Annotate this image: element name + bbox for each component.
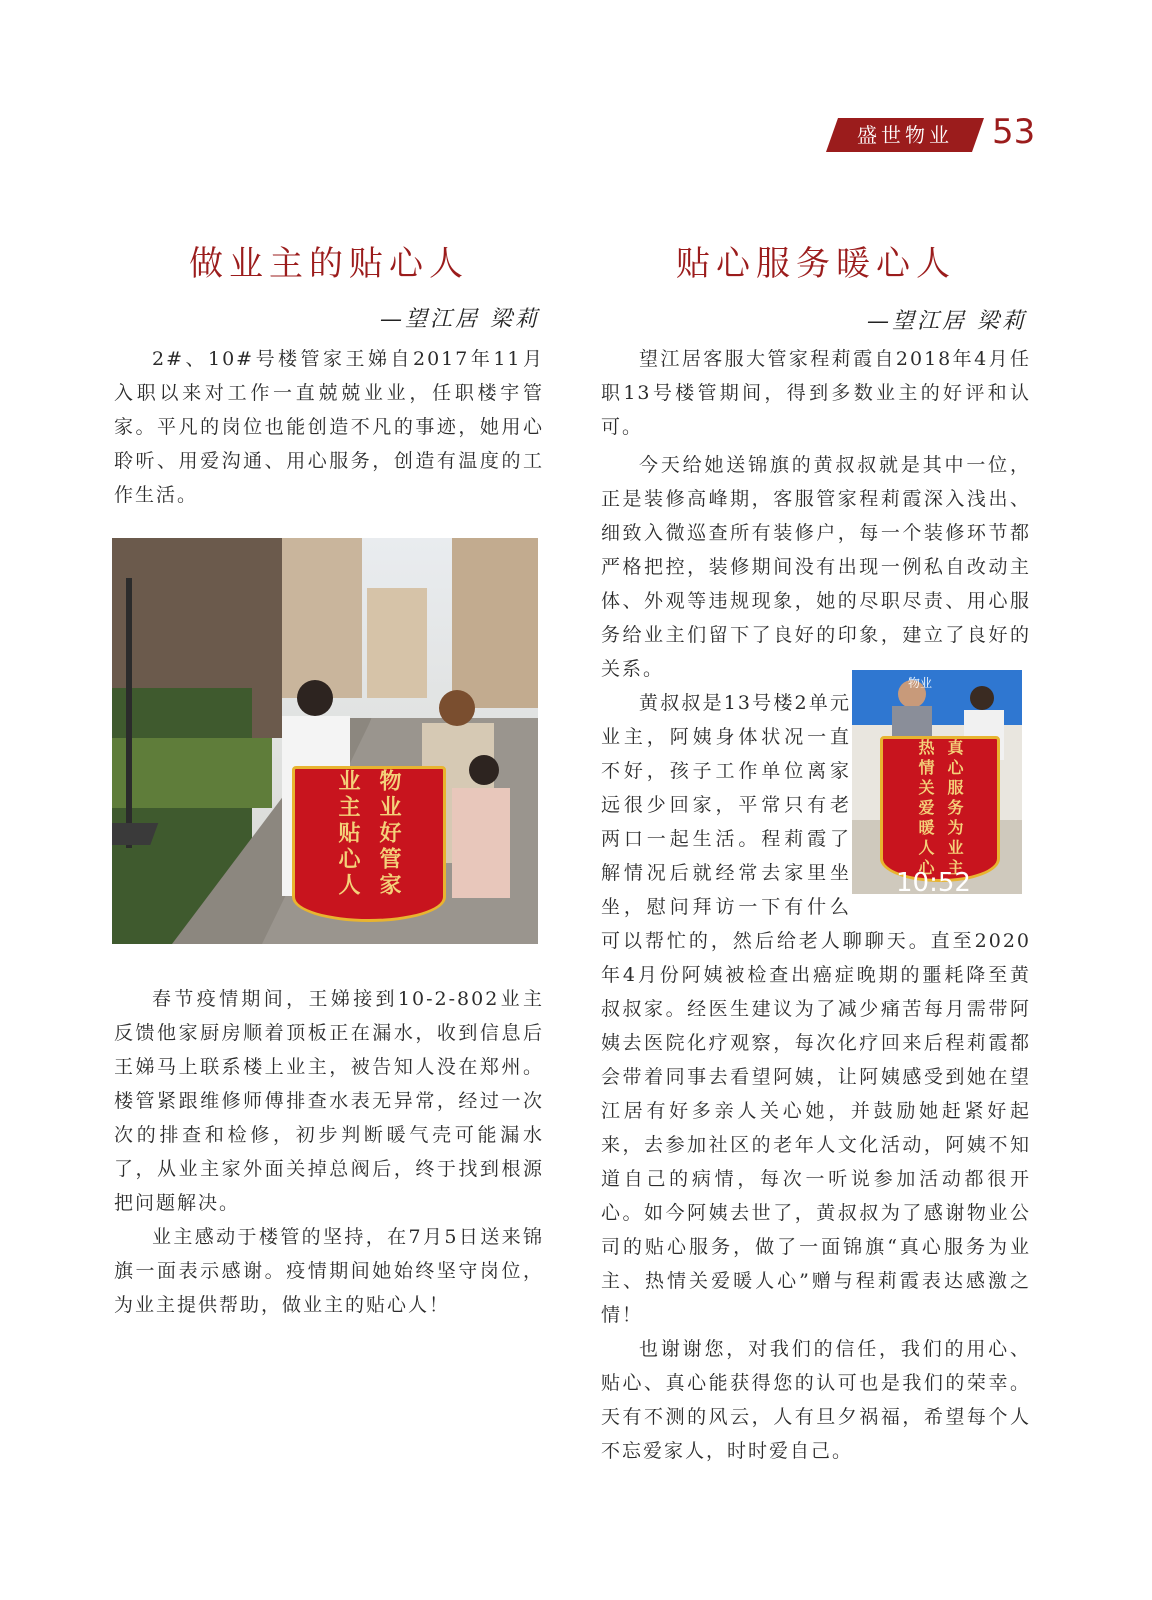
paragraph: 望江居客服大管家程莉霞自2018年4月任职13号楼管期间，得到多数业主的好评和认可。 bbox=[601, 348, 1031, 438]
paragraph: 今天给她送锦旗的黄叔叔就是其中一位，正是装修高峰期，客服管家程莉霞深入浅出、细致入微巡查所有装修户，每一个装修环节都严格把控，装修期间没有出现一例私自改动主体、外观等违规现象，她的尽职尽责、用心服务给业主们留下了良好的印象，建立了良好的关系。 bbox=[601, 454, 1031, 680]
photo-sign-text: 物业 bbox=[908, 676, 933, 690]
silk-banner bbox=[292, 766, 446, 922]
banner-text: 热情关爱暖人心 bbox=[916, 739, 935, 879]
banner-text: 物业好管家 bbox=[376, 769, 402, 899]
left-article-photo bbox=[112, 538, 538, 944]
paragraph: 2#、10#号楼管家王娣自2017年11月入职以来对工作一直兢兢业业，任职楼宇管家。平凡的岗位也能创造不凡的事迹，她用心聆听、用爱沟通、用心服务，创造有温度的工作生活。 bbox=[114, 348, 544, 506]
right-article-byline: —望江居 梁莉 bbox=[867, 309, 1027, 334]
left-article-title: 做业主的贴心人 bbox=[189, 244, 469, 284]
photo-timestamp: 10:52 bbox=[896, 868, 971, 894]
left-article-body bbox=[114, 982, 544, 1322]
page-number: 53 bbox=[992, 112, 1036, 152]
right-article-title: 贴心服务暖心人 bbox=[676, 244, 956, 284]
paragraph: 春节疫情期间，王娣接到10-2-802业主反馈他家厨房顺着顶板正在漏水，收到信息后王娣马上联系楼上业主，被告知人没在郑州。楼管紧跟维修师傅排查水表无异常，经过一次次的排查和检修，初步判断暖气壳可能漏水了，从业主家外面关掉总阀后，终于找到根源把问题解决。 bbox=[114, 988, 544, 1214]
paragraph: 黄叔叔是13号楼2单元业主，阿姨身体状况一直不好，孩子工作单位离家远很少回家，平常只有老两口一起生活。程莉霞了解情况后就经常去家里坐坐，慰问拜访一下有什么可以帮忙的，然后给老人聊聊天。直至2020年4月份阿姨被检查出癌症晚期的噩耗降至黄叔叔家。经医生建议为了减少痛苦每月需带阿姨去医院化疗观察，每次化疗回来后程莉霞都会带着同事去看望阿姨，让阿姨感受到她在望江居有好多亲人关心她，并鼓励她赶紧好起来，去参加社区的老年人文化活动，阿姨不知道自己的病情，每次一听说参加活动都很开心。如今阿姨去世了，黄叔叔为了感谢物业公司的贴心服务，做了一面锦旗“真心服务为业主、热情关爱暖人心”赠与程莉霞表达感激之情！ bbox=[601, 692, 1031, 1326]
paragraph: 也谢谢您，对我们的信任，我们的用心、贴心、真心能获得您的认可也是我们的荣幸。天有不测的风云，人有旦夕祸福，希望每个人不忘爱家人，时时爱自己。 bbox=[601, 1338, 1031, 1462]
banner-text: 业主贴心人 bbox=[335, 769, 361, 899]
header-brand: 盛世物业 bbox=[857, 123, 953, 147]
paragraph: 业主感动于楼管的坚持，在7月5日送来锦旗一面表示感谢。疫情期间她始终坚守岗位，为业主提供帮助，做业主的贴心人！ bbox=[114, 1226, 544, 1316]
banner-text: 真心服务为业主 bbox=[945, 739, 964, 879]
right-article-body bbox=[601, 342, 1031, 1468]
left-article-byline: —望江居 梁莉 bbox=[380, 307, 540, 332]
left-article-intro bbox=[114, 342, 544, 512]
